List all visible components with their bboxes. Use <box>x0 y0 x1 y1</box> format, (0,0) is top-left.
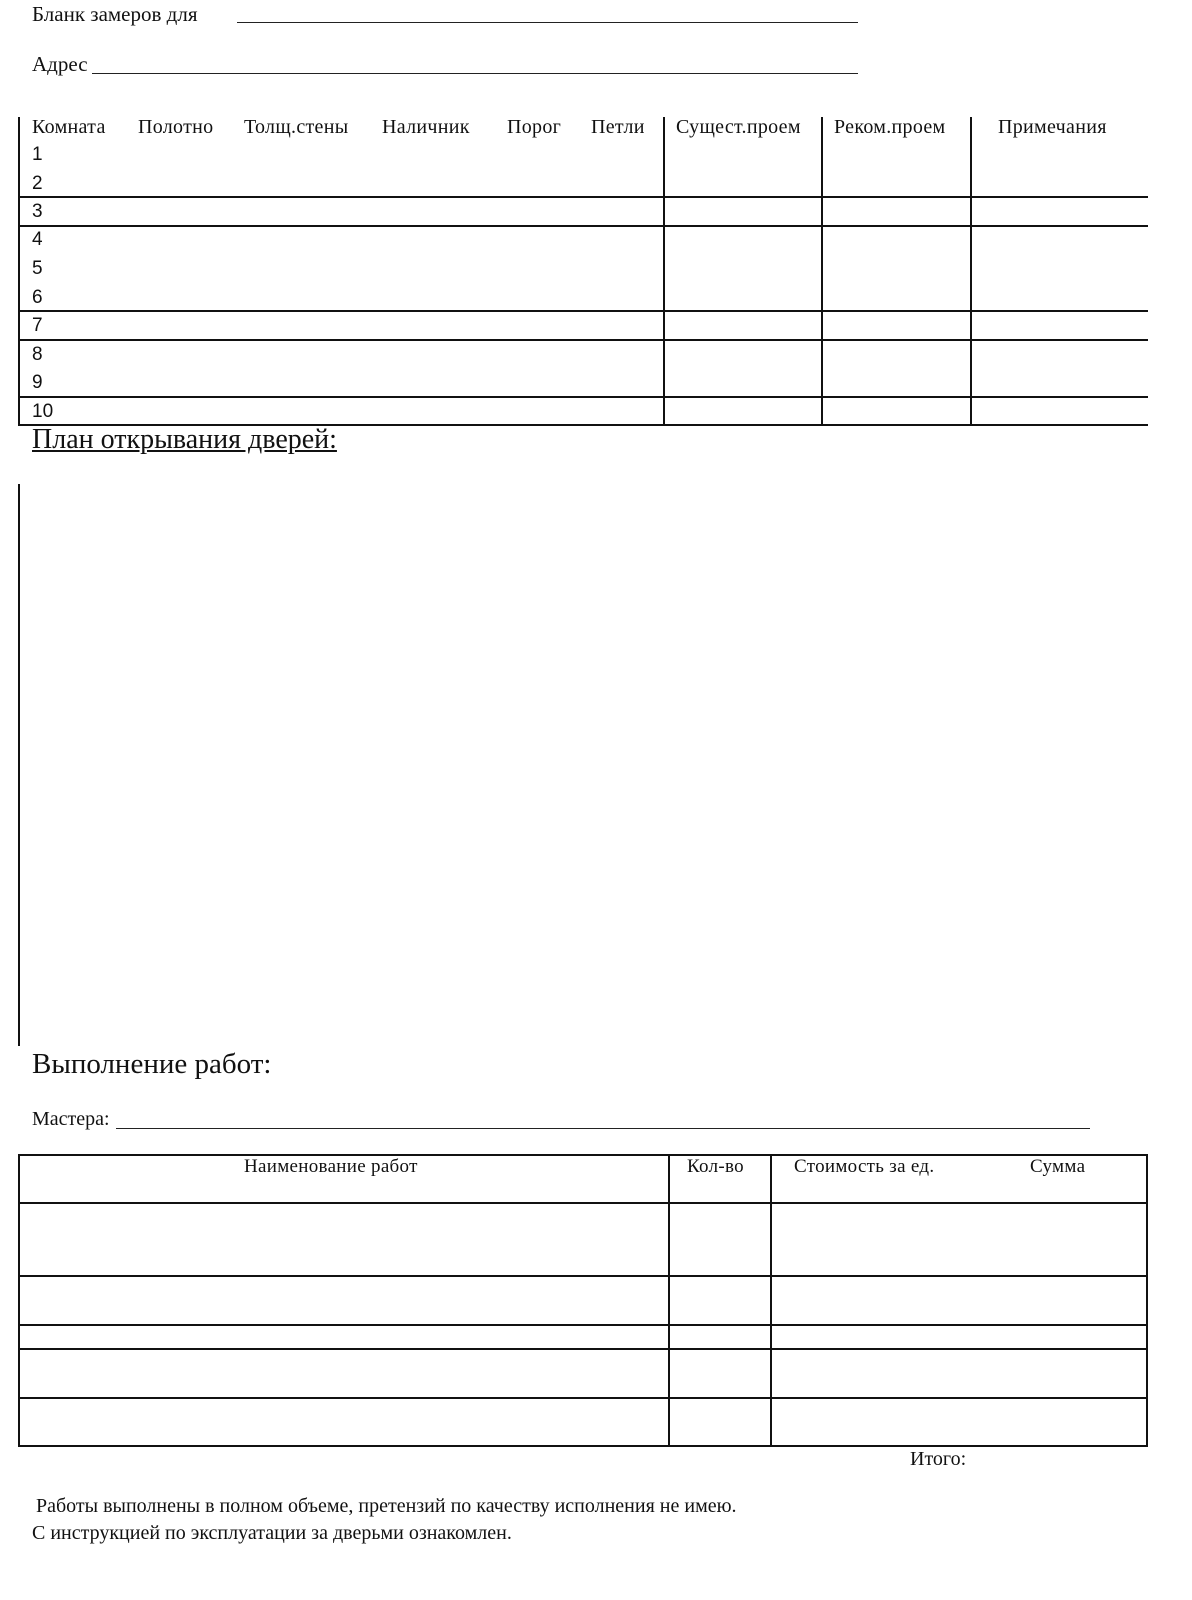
col-header-work-name: Наименование работ <box>244 1156 418 1177</box>
row-number: 7 <box>32 315 43 336</box>
col-header-existing-opening: Сущест.проем <box>676 116 801 138</box>
address-field[interactable] <box>92 73 858 74</box>
row-number: 10 <box>32 401 54 422</box>
measure-form-for-field[interactable] <box>237 22 858 23</box>
col-header-recommended-opening: Реком.проем <box>834 116 946 138</box>
acceptance-statement: Работы выполнены в полном объеме, претензий по качеству исполнения не имею. <box>36 1495 737 1517</box>
door-plan-left-border <box>18 484 20 1046</box>
table-row-divider <box>18 196 1148 198</box>
row-number: 2 <box>32 173 43 194</box>
table-row-divider <box>18 1348 1148 1350</box>
table-row-divider <box>18 339 1148 341</box>
address-label: Адрес <box>32 52 88 76</box>
row-number: 1 <box>32 144 43 165</box>
table-row-divider <box>18 1202 1148 1204</box>
table-border-top <box>18 1154 1148 1156</box>
table-column-divider <box>970 117 972 426</box>
table-border-bottom <box>18 1445 1148 1447</box>
row-number: 9 <box>32 372 43 393</box>
measure-form-title-label: Бланк замеров для <box>32 2 198 26</box>
row-number: 3 <box>32 201 43 222</box>
table-row-divider <box>18 396 1148 398</box>
col-header-room: Комната <box>32 116 106 138</box>
col-header-wall-thickness: Толщ.стены <box>244 116 349 138</box>
col-header-total-sum: Сумма <box>1030 1156 1086 1177</box>
masters-label: Мастера: <box>32 1108 110 1130</box>
col-header-threshold: Порог <box>507 116 562 138</box>
col-header-unit-cost: Стоимость за ед. <box>794 1156 935 1177</box>
table-row-divider <box>18 1397 1148 1399</box>
col-header-hinges: Петли <box>591 116 645 138</box>
table-row-divider <box>18 225 1148 227</box>
total-label: Итого: <box>910 1448 967 1470</box>
table-row-divider <box>18 1275 1148 1277</box>
table-border-right <box>1146 1154 1148 1447</box>
table-border-left <box>18 1154 20 1447</box>
table-column-divider <box>668 1154 670 1447</box>
table-row-divider <box>18 1324 1148 1326</box>
row-number: 5 <box>32 258 43 279</box>
col-header-quantity: Кол-во <box>687 1156 744 1177</box>
door-plan-title: План открывания дверей: <box>32 424 337 455</box>
col-header-casing: Наличник <box>382 116 470 138</box>
masters-field[interactable] <box>116 1128 1090 1129</box>
row-number: 4 <box>32 229 43 250</box>
row-number: 6 <box>32 287 43 308</box>
instructions-statement: С инструкцией по эксплуатации за дверьми ознакомлен. <box>32 1522 512 1544</box>
door-plan-area[interactable] <box>20 484 1140 1046</box>
col-header-door-leaf: Полотно <box>138 116 214 138</box>
col-header-notes: Примечания <box>998 116 1107 138</box>
row-number: 8 <box>32 344 43 365</box>
table-column-divider <box>821 117 823 426</box>
table-column-divider <box>663 117 665 426</box>
table-row-divider <box>18 310 1148 312</box>
table-column-divider <box>770 1154 772 1447</box>
works-title: Выполнение работ: <box>32 1048 272 1080</box>
table-border-left <box>18 117 20 426</box>
